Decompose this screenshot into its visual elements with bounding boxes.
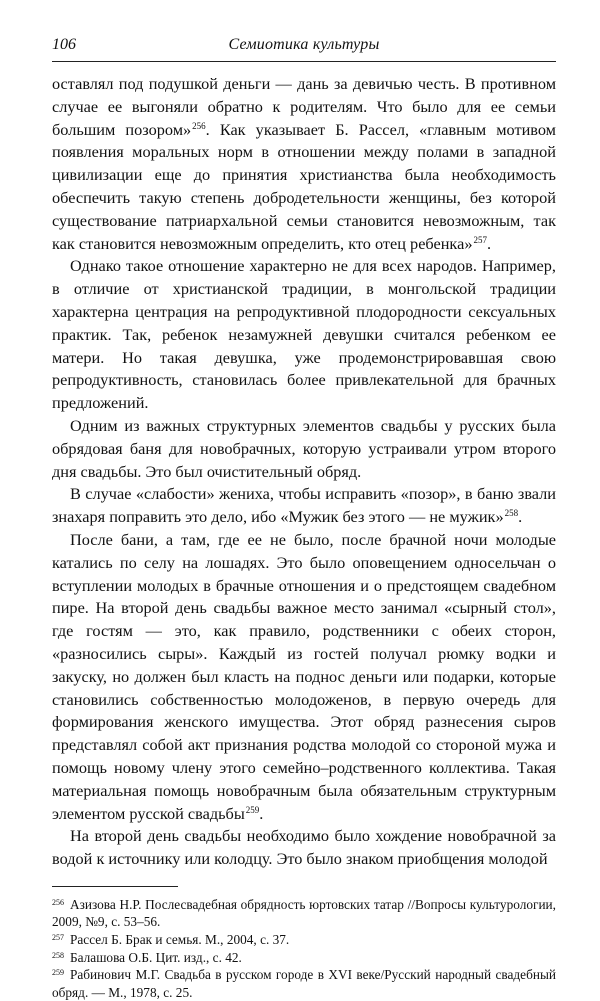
body-text xyxy=(52,73,556,871)
footnote-number: 258 xyxy=(52,950,64,960)
running-head: Семиотика культуры xyxy=(228,36,380,53)
footnote-ref: 258 xyxy=(504,508,519,519)
footnotes xyxy=(52,896,556,1001)
paragraph: Одним из важных структурных элементов свадьбы у русских была обрядовая баня для новобрачных, которую устраивали утром второго дня свадьбы. Это был очистительный обряд. xyxy=(52,415,556,481)
footnote-number: 256 xyxy=(52,897,64,907)
paragraph: На второй день свадьбы необходимо было хождение новобрачной за водой к источнику или колодцу. Это было знаком приобщения молодой xyxy=(52,826,556,869)
book-page xyxy=(52,36,556,1001)
footnote-rule xyxy=(52,886,178,887)
footnote: $^{257}$ Рассел Б. Брак и семья. М., 2004, с. 37. xyxy=(52,932,290,948)
page-header xyxy=(52,36,556,60)
page-number: 106 xyxy=(52,36,76,53)
paragraph: В случае «слабости» жениха, чтобы исправить «позор», в баню звали знахаря поправить это дело, ибо «Мужик без этого — не мужик»$^{258}$. xyxy=(52,484,556,527)
paragraph: Однако такое отношение характерно не для всех народов. Например, в отличие от христианской традиции, в монгольской традиции характерна центрация на репродуктивной плодородности сексуальных практик. Так, ребенок незамужней девушки считался ребенком ее матери. Но такая девушка, уже продемонстрировавшая свою репродуктивность, становилась более привлекательной для брачных предложений. xyxy=(52,256,556,413)
footnote-number: 259 xyxy=(52,968,64,978)
footnote: $^{259}$ Рабинович М.Г. Свадьба в русском городе в XVI веке/Русский народный свадебный обряд. — М., 1978, с. 25. xyxy=(52,967,556,1000)
footnote-ref: 259 xyxy=(245,804,260,815)
footnote: $^{256}$ Азизова Н.Р. Послесвадебная обрядность юртовских татар //Вопросы культурологии, 2009, №9, с. 53–56. xyxy=(52,896,556,930)
footnote: $^{258}$ Балашова О.Б. Цит. изд., с. 42. xyxy=(52,949,242,965)
paragraph: После бани, а там, где ее не было, после брачной ночи молодые катались по селу на лошадях. Это было оповещением односельчан о вступлении молодых в брачные отношения и о предстоящем свадебном пире. На второй день свадьбы важное место занимал «сырный стол», где гостям — это, как правило, родственники с обеих сторон, «разносились сыры». Каждый из гостей получал рюмку водки и закуску, но должен был класть на поднос деньги или подарки, которые становились собственностью молодоженов, в первую очередь для формирования женского имущества. Этот обряд разнесения сыров представлял собой акт признания родства молодой со стороной мужа и помощь новому члену этого семейно–родственного коллектива. Такая материальная помощь новобрачным была обязательным структурным элементом русской свадьбы$^{259}$. xyxy=(52,529,556,823)
paragraph: оставлял под подушкой деньги — дань за девичью честь. В противном случае ее выгоняли обратно к родителям. Что было для ее семьи большим позором»$^{256}$. Как указывает Б. Рассел, «главным мотивом появления моральных норм в отношении между полами в западной цивилизации еще до принятия христианства была необходимость обеспечить такую степень добродетельности женщины, без которой существование патриархальной семьи становится невозможным, так как становится невозможным определить, кто отец ребенка»$^{257}$. xyxy=(52,74,556,253)
header-rule xyxy=(52,61,556,62)
footnote-ref: 257 xyxy=(473,234,487,245)
footnote-number: 257 xyxy=(52,933,64,943)
footnote-ref: 256 xyxy=(192,120,206,131)
